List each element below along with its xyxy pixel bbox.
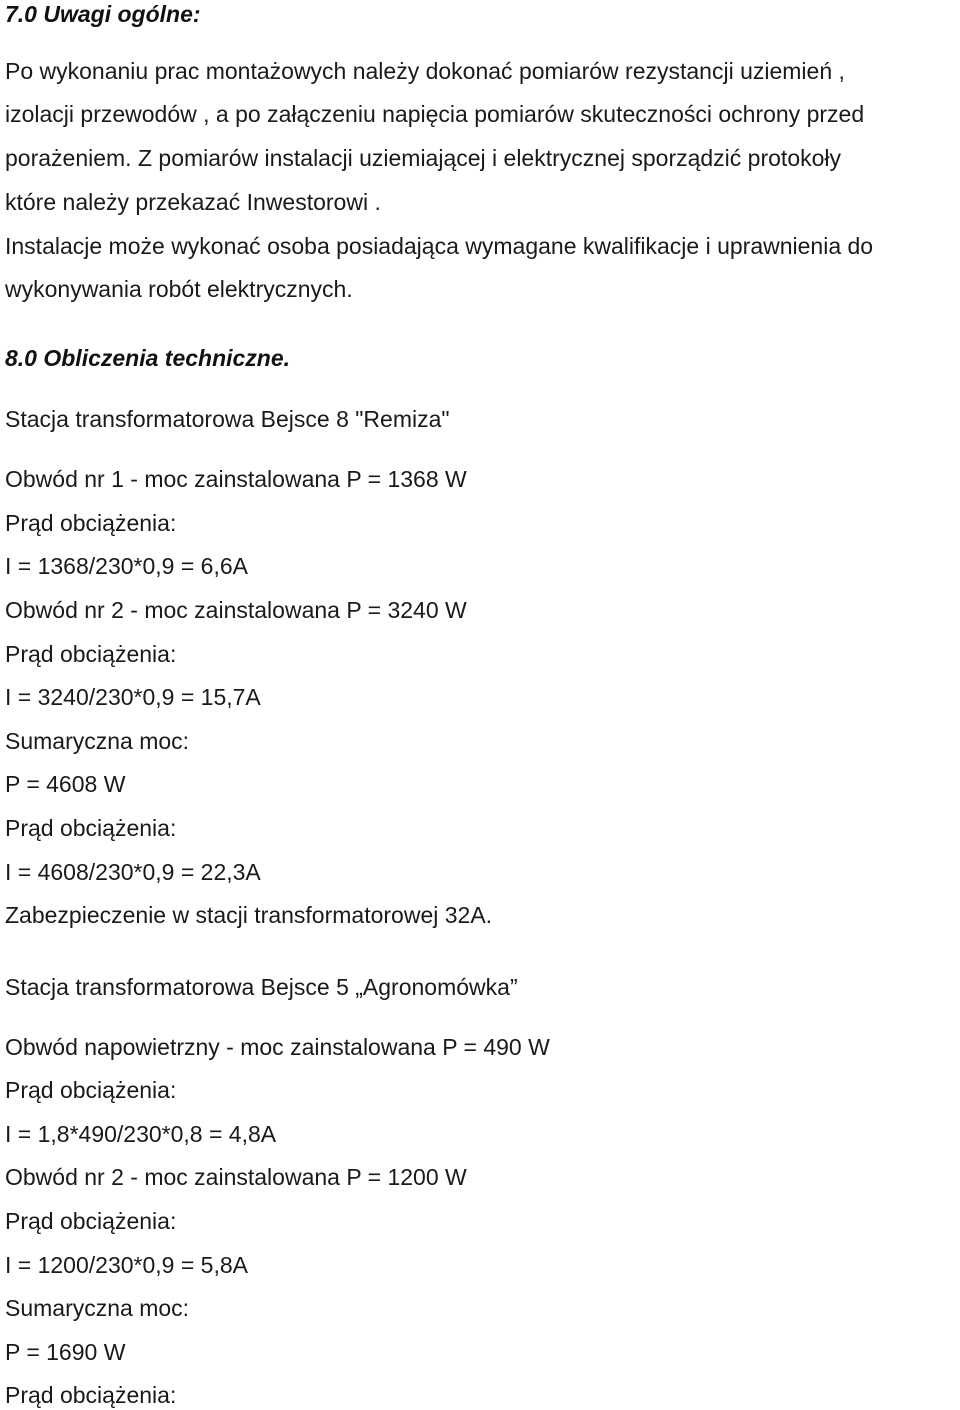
paragraph-line: porażeniem. Z pomiarów instalacji uziemiającej i elektrycznej sporządzić protokoły <box>5 145 842 171</box>
calc-line: Prąd obciążenia: <box>5 1208 177 1234</box>
calc-line: Prąd obciążenia: <box>5 1077 177 1103</box>
calc-line: Sumaryczna moc: <box>5 728 190 754</box>
paragraph-line: które należy przekazać Inwestorowi . <box>5 189 381 215</box>
paragraph-line: Po wykonaniu prac montażowych należy dokonać pomiarów rezystancji uziemień , <box>5 58 845 84</box>
calc-line: I = 3240/230*0,9 = 15,7A <box>5 684 261 710</box>
calc-line: Obwód nr 2 - moc zainstalowana P = 1200 W <box>5 1164 467 1190</box>
section-8-heading: 8.0 Obliczenia techniczne. <box>5 345 291 371</box>
calc-line: P = 1690 W <box>5 1339 126 1365</box>
calc-line: Obwód nr 1 - moc zainstalowana P = 1368 W <box>5 466 467 492</box>
calc-line: Prąd obciążenia: <box>5 641 177 667</box>
calc-line: Prąd obciążenia: <box>5 510 177 536</box>
calc-line: Sumaryczna moc: <box>5 1295 190 1321</box>
paragraph-line: izolacji przewodów , a po załączeniu napięcia pomiarów skuteczności ochrony przed <box>5 101 865 127</box>
calc-line: Obwód nr 2 - moc zainstalowana P = 3240 W <box>5 597 467 623</box>
calc-line: Zabezpieczenie w stacji transformatorowej 32A. <box>5 902 493 928</box>
calc-line: Prąd obciążenia: <box>5 815 177 841</box>
section-7-heading: 7.0 Uwagi ogólne: <box>5 1 201 27</box>
station-1-title: Stacja transformatorowa Bejsce 8 "Remiza" <box>5 406 450 432</box>
calc-line: Prąd obciążenia: <box>5 1382 177 1408</box>
paragraph-line: wykonywania robót elektrycznych. <box>5 276 353 302</box>
calc-line: Obwód napowietrzny - moc zainstalowana P = 490 W <box>5 1034 550 1060</box>
calc-line: I = 1368/230*0,9 = 6,6A <box>5 553 248 579</box>
paragraph-line: Instalacje może wykonać osoba posiadająca wymagane kwalifikacje i uprawnienia do <box>5 233 874 259</box>
calc-line: I = 1200/230*0,9 = 5,8A <box>5 1252 248 1278</box>
calc-line: I = 4608/230*0,9 = 22,3A <box>5 859 261 885</box>
calc-line: I = 1,8*490/230*0,8 = 4,8A <box>5 1121 277 1147</box>
calc-line: P = 4608 W <box>5 771 126 797</box>
station-2-title: Stacja transformatorowa Bejsce 5 „Agronomówka” <box>5 974 518 1000</box>
